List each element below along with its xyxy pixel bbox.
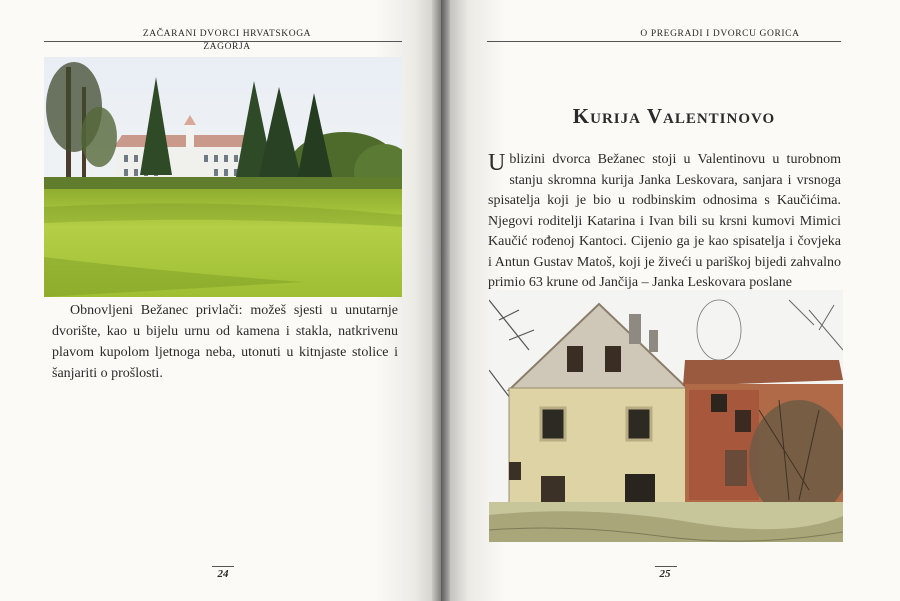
left-running-head: ZAČARANI DVORCI HRVATSKOGA ZAGORJA xyxy=(142,29,312,52)
left-page-number: 24 xyxy=(217,568,229,580)
right-running-head: O PREGRADI I DVORCU GORICA xyxy=(640,29,800,39)
left-page xyxy=(0,0,441,601)
right-head-rule xyxy=(487,41,841,42)
drop-cap: U xyxy=(488,150,506,176)
caption-text: Obnovljeni Bežanec privlači: možeš sjesti u unutarnje dvorište, kao u bijelu urnu od kamena i stakla, natkrivenu plavom kupolom ljetnoga neba, utonuti u kitnjaste stolice i šanjariti o prošlosti. xyxy=(52,303,398,381)
chapter-title: Kurija Valentinovo xyxy=(572,104,776,128)
right-page-number: 25 xyxy=(659,568,671,580)
valentinovo-manor-photo xyxy=(489,290,843,542)
chapter-body xyxy=(488,150,841,294)
left-folio-rule xyxy=(212,566,234,567)
right-page xyxy=(441,0,900,601)
bezanec-castle-photo xyxy=(44,57,402,297)
book-gutter xyxy=(432,0,450,601)
left-photo-caption xyxy=(52,300,398,384)
body-paragraph xyxy=(488,150,841,294)
right-folio-rule xyxy=(655,566,677,567)
body-paragraph-text: blizini dvorca Bežanec stoji u Valentinovu u turobnom stanju skromna kurija Janka Leskovara, sanjara i vrsnoga spisatelja koji je bio u rodbinskim odnosima s Kaučićima. Njegovi roditelji Katarina i Ivan bili su krsni kumovi Mimici Kaučić rođenoj Kantoci. Cijenio ga je kao spisatelja i čovjeka i Antun Gustav Matoš, koji je živeći u pariškoj bijedi zahvalno primio 63 krune od Jančija – Janka Leskovara poslane xyxy=(488,152,841,290)
left-head-rule xyxy=(44,41,402,42)
